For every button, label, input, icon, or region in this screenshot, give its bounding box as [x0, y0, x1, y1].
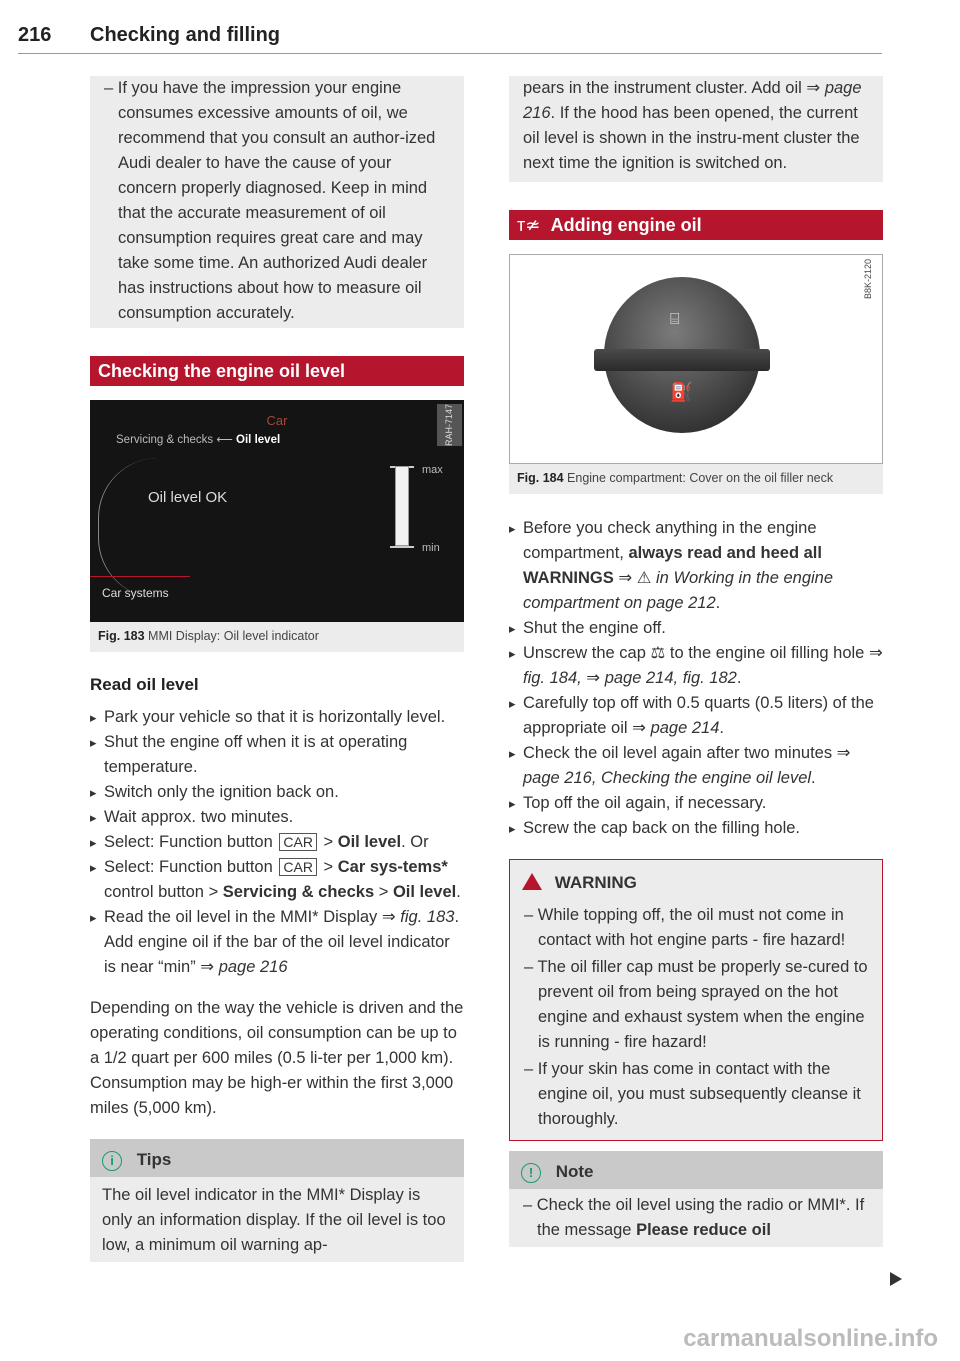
page-header	[18, 24, 882, 54]
image-code: RAH-7147	[437, 404, 462, 446]
step-text: Select: Function button	[104, 858, 273, 876]
step-text: Carefully top off with 0.5 quarts (0.5 liters) of the appropriate oil	[523, 694, 874, 737]
read-oil-heading: Read oil level	[90, 675, 199, 694]
fig-ref-link[interactable]: ⇒ fig. 183	[381, 908, 455, 926]
max-label: max	[422, 464, 443, 476]
step-item	[90, 905, 464, 980]
step-text: .	[715, 594, 721, 612]
step-text: >	[323, 858, 334, 876]
step-item: ▸ Screw the cap back on the filling hole.	[509, 816, 883, 841]
step-item: ▸ Shut the engine off.	[509, 616, 883, 641]
image-code: B8K-2120	[863, 259, 873, 300]
oil-cap-grip	[594, 349, 770, 371]
section-heading-adding	[509, 210, 883, 240]
step-item: ▸ Park your vehicle so that it is horizontally level.	[90, 705, 464, 730]
breadcrumb-arrow-icon: ⟵	[216, 434, 237, 446]
car-systems-nav: Car systems	[90, 576, 190, 598]
step-bold: Car sys-tems*	[337, 858, 448, 876]
step-bold: Oil level	[392, 883, 457, 901]
note-text	[523, 1193, 869, 1243]
step-item	[509, 741, 883, 791]
warning-item: – While topping off, the oil must not come in contact with hot engine parts - fire hazard!	[524, 906, 846, 949]
warning-box	[509, 859, 883, 1141]
step-text: .	[811, 769, 816, 787]
adding-steps	[509, 516, 883, 841]
step-text: .	[719, 719, 724, 737]
step-bold: Oil level	[337, 833, 402, 851]
oil-cap-image	[509, 254, 883, 464]
info-icon: i	[102, 1151, 122, 1171]
page-ref-link[interactable]: ⇒ page 216, Checking the engine oil level	[523, 744, 851, 787]
warning-heading: WARNING	[554, 873, 637, 892]
page-ref-link[interactable]: ⇒ page 214	[632, 719, 720, 737]
note-header	[509, 1151, 883, 1189]
tips-cont-text: . If the hood has been opened, the current oil level is shown in the instru-ment cluster the next time the ignition is switched on.	[523, 104, 860, 172]
figure-184	[509, 254, 883, 494]
mmi-display	[90, 400, 464, 622]
step-text: Unscrew the cap	[523, 644, 646, 662]
figure-183-caption	[90, 622, 464, 652]
step-text: . Or	[401, 833, 429, 851]
tips-body: The oil level indicator in the MMI* Display is only an information display. If the oil level is too low, a minimum oil warning ap-	[90, 1177, 464, 1262]
right-column	[509, 76, 883, 1247]
step-text: .	[456, 883, 461, 901]
caption-label: Fig. 184	[517, 471, 564, 485]
caption-label: Fig. 183	[98, 629, 145, 643]
note-box	[509, 1151, 883, 1247]
note-bold: Please reduce oil	[636, 1221, 771, 1239]
step-text: . Add engine oil if the bar of the oil level indicator is near “min”	[104, 908, 460, 976]
page-ref-link[interactable]: ⇒ page 216	[523, 79, 862, 122]
page-ref-link[interactable]: ⇒ page 216	[200, 958, 288, 976]
intro-box	[90, 76, 464, 328]
section-heading-checking: Checking the engine oil level	[90, 356, 464, 386]
read-steps	[90, 705, 464, 980]
note-heading: Note	[555, 1162, 594, 1181]
step-text: Read the oil level in the MMI* Display	[104, 908, 378, 926]
oil-cap-icon: ⚖	[650, 644, 666, 662]
page-number: 216	[18, 24, 52, 46]
breadcrumb-start: Servicing & checks	[116, 434, 214, 446]
tips-continued	[509, 76, 883, 182]
warning-body	[510, 901, 882, 1140]
figure-184-caption	[509, 464, 883, 494]
caption-text: Engine compartment: Cover on the oil filler neck	[567, 471, 834, 485]
step-item: ▸ Wait approx. two minutes.	[90, 805, 464, 830]
warning-item: – The oil filler cap must be properly se-cured to prevent oil from being sprayed on the hot engine and exhaust system when the engine is running - fire hazard!	[524, 958, 868, 1051]
oil-can-symbol-icon: ⛽	[670, 382, 693, 402]
tips-box	[90, 1139, 464, 1262]
step-item: ▸ Switch only the ignition back on.	[90, 780, 464, 805]
note-text-start: – Check the oil level using the radio or MMI*. If the message	[523, 1196, 865, 1239]
fig-ref-link[interactable]: ⇒ fig. 184, ⇒ page 214, fig. 182	[523, 644, 883, 687]
watermark: carmanualsonline.info	[683, 1325, 938, 1352]
oil-can-icon: ᴛ≄	[517, 215, 541, 235]
continue-arrow-icon[interactable]	[890, 1272, 902, 1286]
tips-header	[90, 1139, 464, 1177]
note-body	[509, 1189, 883, 1247]
step-item	[509, 691, 883, 741]
heading-text: Adding engine oil	[550, 215, 702, 235]
mmi-screen-title: Car	[266, 413, 288, 428]
tips-cont-text: pears in the instrument cluster. Add oil	[523, 79, 802, 97]
oil-status: Oil level OK	[148, 489, 228, 506]
warning-item: – If your skin has come in contact with the engine oil, you must subsequently cleanse it thoroughly.	[524, 1060, 861, 1128]
step-text: .	[736, 669, 742, 687]
warning-ref-link[interactable]: ⇒ ⚠ in Working in the engine compartment on page 212	[523, 569, 834, 612]
intro-text: – If you have the impression your engine consumes excessive amounts of oil, we recommend that you consult an author-ized Audi dealer to have the cause of your concern properly diagnosed. Keep in mind that the accurate measurement of oil consumption requires great care and may take some time. An authorized Audi dealer has instructions about how to measure oil consumption accurately.	[104, 79, 436, 322]
step-item	[509, 516, 883, 616]
step-item	[90, 855, 464, 905]
step-text: >	[323, 833, 334, 851]
mmi-breadcrumb	[116, 428, 280, 453]
consumption-paragraph: Depending on the way the vehicle is driven and the operating conditions, oil consumption can be up to a 1/2 quart per 600 miles (0.5 li-ter per 1,000 km). Consumption may be high-er within the first 3,000 miles (5,000 km).	[90, 999, 464, 1117]
min-label: min	[422, 542, 440, 554]
figure-183	[90, 400, 464, 652]
step-item	[509, 641, 883, 691]
step-item: ▸ Top off the oil again, if necessary.	[509, 791, 883, 816]
caption-text: MMI Display: Oil level indicator	[148, 629, 319, 643]
breadcrumb-end: Oil level	[236, 434, 281, 446]
step-bold: Servicing & checks	[222, 883, 375, 901]
engine-symbol-icon: ⌸	[670, 311, 680, 328]
oil-level-bar	[395, 466, 409, 546]
car-key: CAR	[279, 858, 317, 876]
step-text: >	[378, 883, 389, 901]
car-key: CAR	[279, 833, 317, 851]
step-item	[90, 830, 464, 855]
left-column	[90, 76, 464, 1262]
step-text: Select: Function button	[104, 833, 273, 851]
section-title: Checking and filling	[90, 24, 281, 46]
step-item: ▸ Shut the engine off when it is at operating temperature.	[90, 730, 464, 780]
step-bold: always read and heed all WARNINGS	[523, 544, 822, 587]
tips-heading: Tips	[136, 1150, 172, 1169]
min-tick	[390, 546, 414, 548]
step-text: control button >	[104, 883, 219, 901]
step-text: Check the oil level again after two minutes	[523, 744, 833, 762]
step-text: to the engine oil filling hole	[669, 644, 865, 662]
warning-icon	[522, 873, 542, 890]
step-text: Before you check anything in the engine compartment,	[523, 519, 817, 562]
warning-header	[510, 860, 882, 901]
exclamation-icon: !	[521, 1163, 541, 1183]
